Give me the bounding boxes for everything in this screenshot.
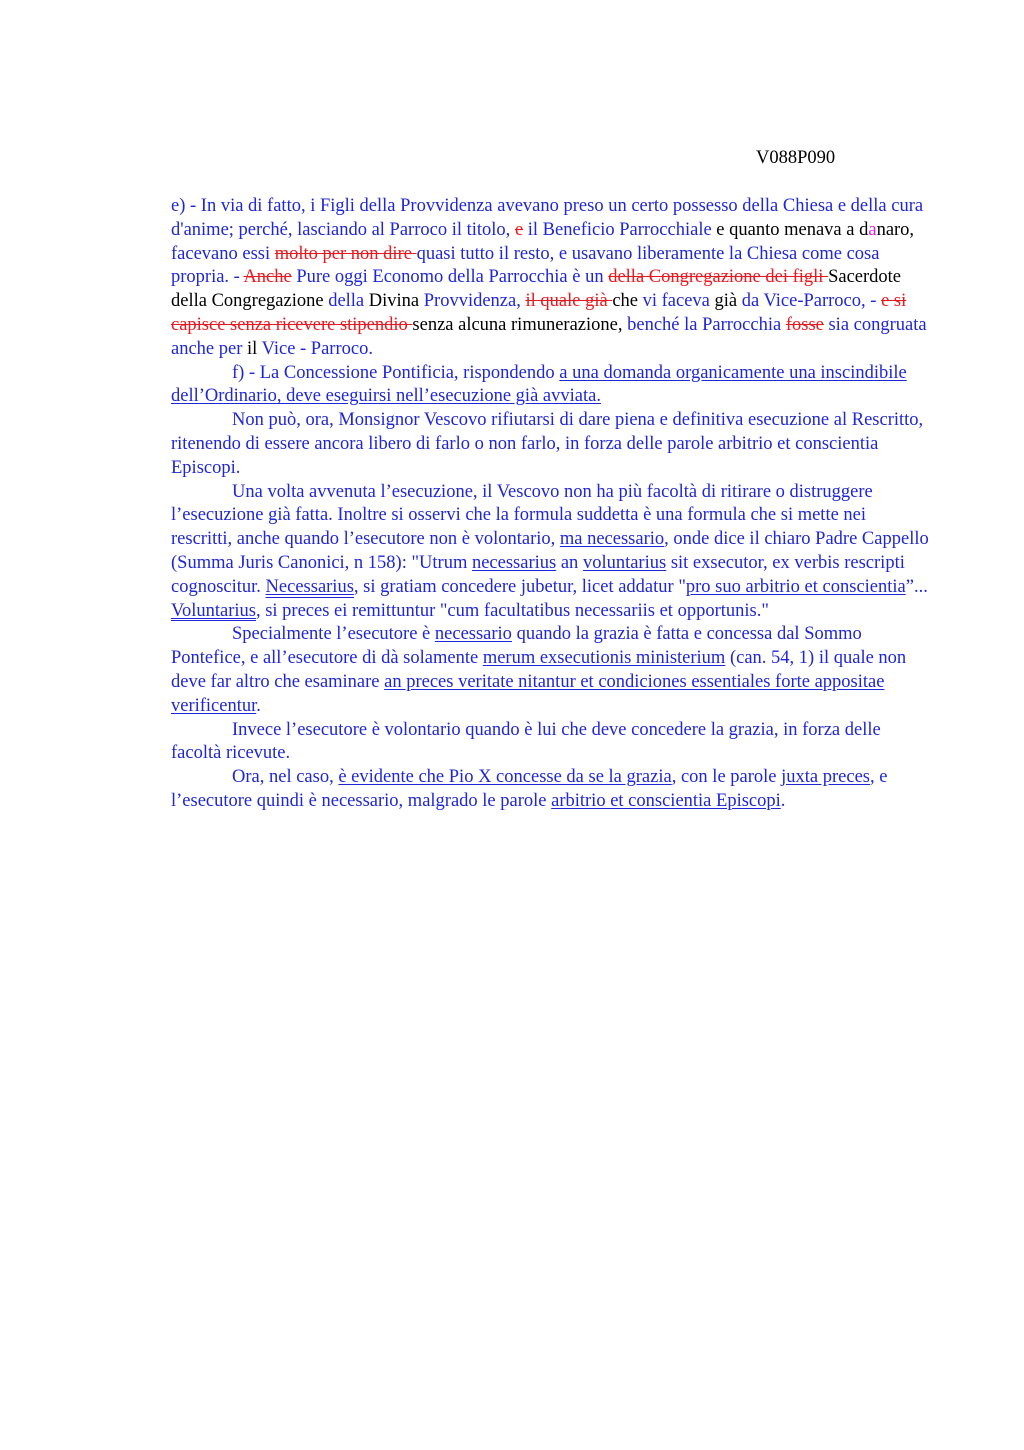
inserted-text: benché la Parrocchia (627, 314, 786, 335)
paragraph-text: , si gratiam concedere jubetur, licet addatur " (353, 576, 686, 597)
paragraph-text: . (780, 790, 786, 811)
paragraph-ora (171, 766, 931, 814)
paragraph-text: Non può, ora, Monsignor Vescovo rifiutarsi di dare piena e definitiva esecuzione al Rescritto, ritenendo di essere ancora libero di farlo o non farlo, in forza delle parole arbitrio et conscientia Episcopi. (171, 410, 924, 478)
underlined-text: merum exsecutionis ministerium (482, 648, 726, 669)
underlined-text: ma necessario (559, 529, 665, 550)
inserted-text: quasi tutto il resto, e usavano liberamente la Chiesa come cosa propria. - (171, 243, 880, 288)
inserted-text: e) - In via di fatto, i Figli della Provvidenza avevano preso un certo possesso della Chiesa e della cura d'anime; perché, lasciando al Parroco il titolo, (171, 196, 924, 240)
deleted-text: e (514, 219, 524, 240)
inserted-text: Provvidenza, (423, 291, 521, 312)
inserted-text: facevano essi (171, 243, 275, 264)
underlined-text: voluntarius (582, 552, 667, 573)
original-text: naro, (876, 219, 915, 240)
original-text: Sacerdote della Congregazione (171, 267, 902, 312)
paragraph-esecuzione (171, 481, 931, 624)
underlined-text: an preces veritate nitantur et condiciones essentiales forte appositae verificentur (171, 671, 885, 716)
inserted-text: Pure oggi Economo della Parrocchia è un (291, 267, 609, 288)
inserted-text: Vice - Parroco. (257, 338, 373, 359)
paragraph-text: Invece l’esecutore è volontario quando è lui che deve concedere la grazia, in forza delle facoltà ricevute. (171, 719, 881, 764)
paragraph-text: ”... (905, 576, 928, 597)
underlined-text: necessarius (471, 552, 557, 573)
original-text: il (247, 338, 258, 359)
underlined-text: arbitrio et conscientia Episcopi (551, 790, 781, 811)
double-underlined-text: Necessarius (265, 576, 354, 597)
paragraph-text: , con le parole (671, 767, 782, 788)
corrected-letter: a (868, 219, 877, 240)
underlined-text: necessario (434, 624, 512, 645)
paragraph-text: , e l’esecutore quindi è necessario, malgrado le parole (171, 767, 888, 811)
inserted-text: vi faceva (642, 291, 710, 312)
original-text: Divina (364, 291, 424, 312)
underlined-text: juxta preces (781, 767, 871, 788)
deleted-text: il quale già (525, 291, 613, 312)
paragraph-text: sit exsecutor, ex verbis rescripti cognoscitur. (171, 552, 905, 597)
paragraph-vescovo (171, 409, 931, 480)
original-text: che (612, 291, 643, 312)
paragraph-text: , si preces ei remittuntur "cum facultatibus necessariis et opportunis." (255, 600, 769, 621)
paragraph-text: quando la grazia è fatta e concessa dal Sommo Pontefice, e all’esecutore di dà solamente (171, 624, 862, 669)
underlined-text: pro suo arbitrio et conscientia (685, 576, 906, 597)
underlined-text: a una domanda organicamente una inscindibile dell’Ordinario, deve eseguirsi nell’esecuzione già avviata. (171, 362, 907, 407)
original-text: senza alcuna rimunerazione, (412, 314, 628, 335)
paragraph-text: (can. 54, 1) il quale non deve far altro che esaminare (171, 648, 907, 692)
double-underlined-text: Voluntarius (171, 600, 256, 621)
page-code: V088P090 (756, 148, 836, 168)
inserted-text: sia congruata anche per (171, 314, 927, 359)
deleted-text: e si capisce senza ricevere stipendio (171, 291, 907, 335)
deleted-text: fosse (785, 314, 824, 335)
original-text: e quanto menava a d (711, 219, 869, 240)
original-text: già (709, 291, 742, 312)
paragraph-text: , onde dice il chiaro Padre Cappello (Summa Juris Canonici, n 158): "Utrum (171, 529, 929, 573)
paragraph-invece (171, 719, 931, 767)
deleted-text: molto per non dire (274, 243, 417, 264)
paragraph-f (171, 362, 931, 410)
paragraph-text: Ora, nel caso, (232, 767, 339, 788)
paragraph-text: Una volta avvenuta l’esecuzione, il Vescovo non ha più facoltà di ritirare o distruggere l’esecuzione già fatta. Inoltre si osservi che la formula suddetta è una formula che si mette nei rescritti, anche quando l’esecutore non è volontario, (171, 481, 873, 550)
paragraph-text: . (256, 695, 261, 716)
paragraph-specialmente (171, 623, 931, 718)
inserted-text: il Beneficio Parrocchiale (523, 219, 712, 240)
paragraph-text: Specialmente l’esecutore è (232, 624, 435, 645)
inserted-text: da Vice-Parroco, - (741, 291, 882, 312)
paragraph-text: an (556, 552, 583, 573)
deleted-text: della Congregazione dei figli (608, 267, 829, 288)
paragraph-text: f) - La Concessione Pontificia, rispondendo (232, 362, 560, 383)
inserted-text: della (328, 291, 365, 312)
document-body (171, 195, 931, 814)
paragraph-e (171, 195, 931, 362)
underlined-text: è evidente che Pio X concesse da se la grazia (338, 767, 672, 788)
deleted-text: Anche (243, 267, 292, 288)
